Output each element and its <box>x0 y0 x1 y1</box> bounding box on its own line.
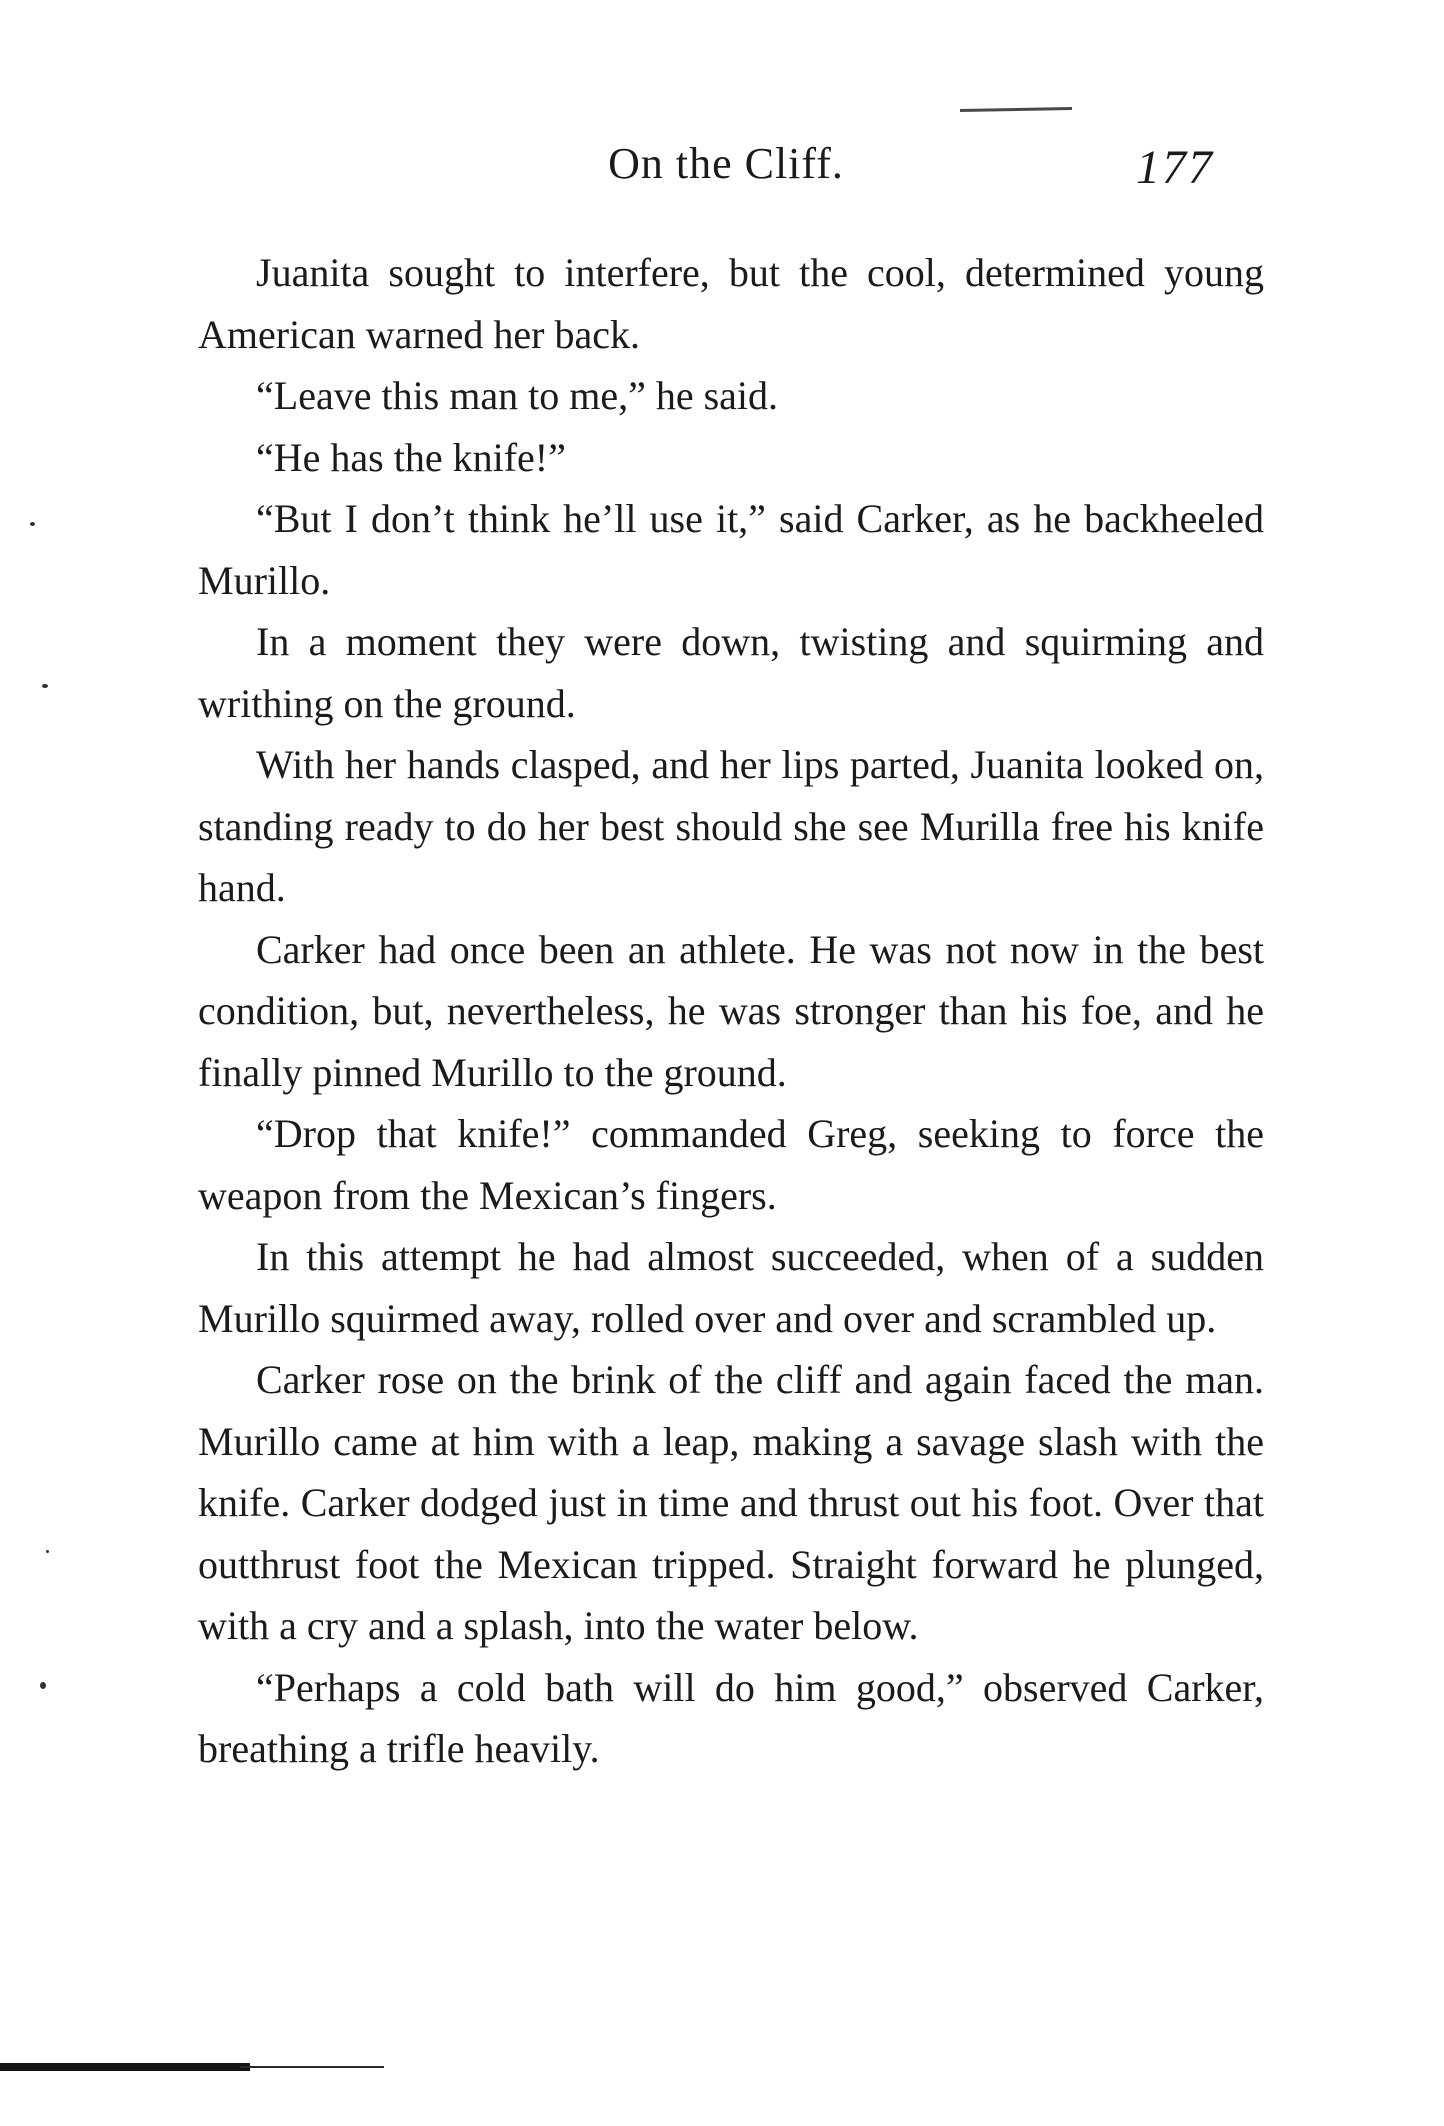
margin-speck <box>30 522 35 526</box>
paragraph: In a moment they were down, twisting and squirming and writhing on the ground. <box>198 619 1264 726</box>
body-text <box>198 242 1264 1780</box>
page-number: 177 <box>1136 141 1214 194</box>
margin-speck <box>40 1682 46 1689</box>
margin-speck <box>46 1550 49 1553</box>
paragraph: “Perhaps a cold bath will do him good,” observed Carker, breathing a trifle heavily. <box>198 1664 1264 1771</box>
footer-rule-thick <box>0 2063 250 2071</box>
paragraph: “Drop that knife!” commanded Greg, seeking to force the weapon from the Mexican’s fingers. <box>198 1111 1264 1218</box>
running-header-title: On the Cliff. <box>608 139 844 188</box>
paragraph: Juanita sought to interfere, but the cool, determined young American warned her back. <box>198 250 1264 357</box>
paragraph: “Leave this man to me,” he said. <box>256 373 779 418</box>
paragraph: “He has the knife!” <box>256 434 566 480</box>
margin-speck <box>42 684 48 688</box>
paragraph: “But I don’t think he’ll use it,” said Carker, as he backheeled Murillo. <box>198 496 1264 603</box>
paragraph: Carker rose on the brink of the cliff and again faced the man. Murillo came at him with a leap, making a savage slash with the knife. Carker dodged just in time and thrust out his foot. Over that outthrust foot the Mexican tripped. Straight forward he plunged, with a cry and a splash, into the water below. <box>198 1357 1264 1648</box>
footer-rule-thin <box>240 2066 384 2068</box>
paragraph: In this attempt he had almost succeeded, when of a sudden Murillo squirmed away, rolled over and over and scrambled up. <box>198 1234 1264 1341</box>
paragraph: With her hands clasped, and her lips parted, Juanita looked on, standing ready to do her best should she see Murilla free his knife hand. <box>198 742 1264 910</box>
footer-rule <box>0 2062 384 2072</box>
paragraph: Carker had once been an athlete. He was not now in the best condition, but, nevertheless, he was stronger than his foe, and he finally pinned Murillo to the ground. <box>198 926 1264 1095</box>
header-ink-mark <box>960 107 1072 112</box>
